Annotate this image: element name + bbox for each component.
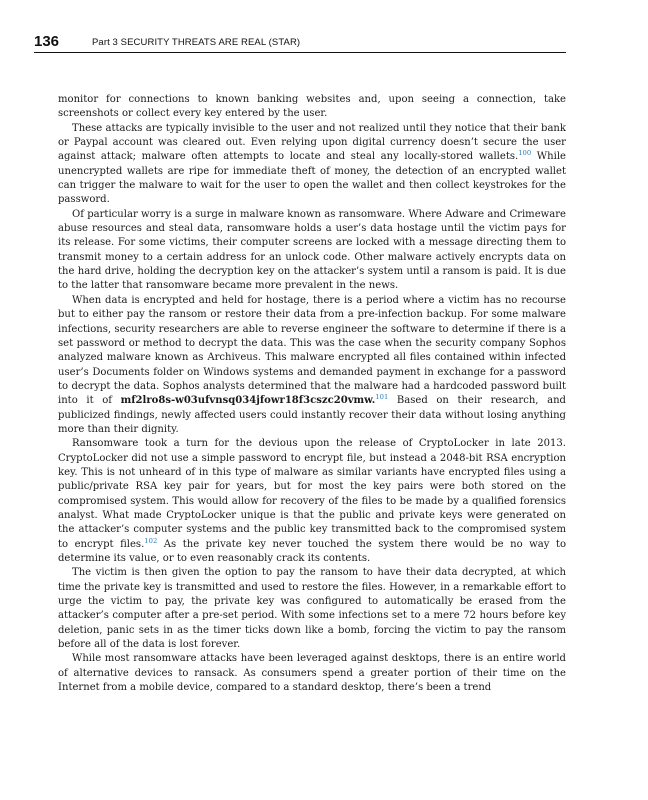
paragraph-text: Of particular worry is a surge in malware known as ransomware. Where Adware and Crimeware abuse resources and steal data, ransomware holds a user’s data hostage until the victim pays for its release. For some victims, their computer screens are locked with a message directing them to transmit money to a certain address for an unlock code. Other malware actively encrypts data on the hard drive, holding the decryption key on the attacker’s system until a ransom is paid. It is due to the latter that ransomware became more prevalent in the news. bbox=[58, 208, 566, 292]
paragraph-text: As the private key never touched the system there would be no way to determine its value, or to even reasonably crack its contents. bbox=[58, 538, 566, 564]
hardcoded-password: mf2lro8s-w03ufvnsq034jfowr18f3cszc20vmw. bbox=[120, 395, 376, 407]
paragraph-text: monitor for connections to known banking websites and, upon seeing a connection, take screenshots or collect every key entered by the user. bbox=[58, 94, 566, 120]
page-number: 136 bbox=[34, 33, 60, 50]
paragraph-text: The victim is then given the option to pay the ransom to have their data decrypted, at which time the private key is transmitted and used to restore the files. However, in a remarkable effort to urge the victim to pay, the private key was configured to automatically be erased from the attacker’s computer after a pre-set period. With some infections set to a mere 72 hours before key deletion, panic sets in as the timer ticks down like a bomb, forcing the victim to pay the ransom before all of the data is lost forever. bbox=[58, 567, 566, 651]
paragraph-text: Based on their research, and publicized findings, newly affected users could instantly recover their data without losing anything more than their dignity. bbox=[58, 395, 566, 435]
page-header bbox=[34, 33, 566, 53]
paragraph-4 bbox=[58, 294, 566, 437]
paragraph-7 bbox=[58, 652, 566, 695]
paragraph-text: These attacks are typically invisible to the user and not realized until they notice that their bank or Paypal account was cleared out. Even relying upon digital currency doesn’t secure the user against attack; malware often attempts to locate and steal any locally-stored wallets. bbox=[58, 122, 566, 163]
paragraph-text: Ransomware took a turn for the devious upon the release of CryptoLocker in late 2013. CryptoLocker did not use a simple password to encrypt file, but instead a 2048-bit RSA encryption key. This is not unheard of in this type of malware as similar variants have encrypted files using a public/private RSA key pair for years, but for most the key pairs were both stored on the compromised system. This would allow for recovery of the files to be made by a qualified forensics analyst. What made CryptoLocker unique is that the public and private keys were generated on the attacker’s computer systems and the public key transmitted back to the compromised system to encrypt files. bbox=[58, 438, 566, 550]
header-rule bbox=[34, 52, 566, 53]
paragraph-6 bbox=[58, 566, 566, 652]
paragraph-5 bbox=[58, 437, 566, 566]
footnote-ref-102[interactable]: 102 bbox=[144, 536, 158, 545]
running-head: Part 3 SECURITY THREATS ARE REAL (STAR) bbox=[92, 37, 301, 48]
paragraph-text: While unencrypted wallets are ripe for immediate theft of money, the detection of an encrypted wallet can trigger the malware to wait for the user to open the wallet and then collect keystrokes for the password. bbox=[58, 151, 566, 206]
body-text bbox=[58, 93, 566, 695]
footnote-ref-101[interactable]: 101 bbox=[375, 393, 389, 402]
paragraph-1 bbox=[58, 93, 566, 122]
paragraph-2 bbox=[58, 122, 566, 208]
paragraph-text: When data is encrypted and held for hostage, there is a period where a victim has no recourse but to either pay the ransom or restore their data from a pre-infection backup. For some malware infections, security researchers are able to reverse engineer the software to determine if there is a set password or method to decrypt the data. This was the case when the security company Sophos analyzed malware known as Archiveus. This malware encrypted all files contained within infected user’s Documents folder on Windows systems and demanded payment in exchange for a password to decrypt the data. Sophos analysts determined that the malware had a hardcoded password built into it of bbox=[58, 294, 566, 407]
footnote-ref-100[interactable]: 100 bbox=[518, 149, 532, 158]
paragraph-text: While most ransomware attacks have been leveraged against desktops, there is an entire world of alternative devices to ransack. As consumers spend a greater portion of their time on the Internet from a mobile device, compared to a standard desktop, there’s been a trend bbox=[58, 653, 566, 694]
paragraph-3 bbox=[58, 208, 566, 294]
